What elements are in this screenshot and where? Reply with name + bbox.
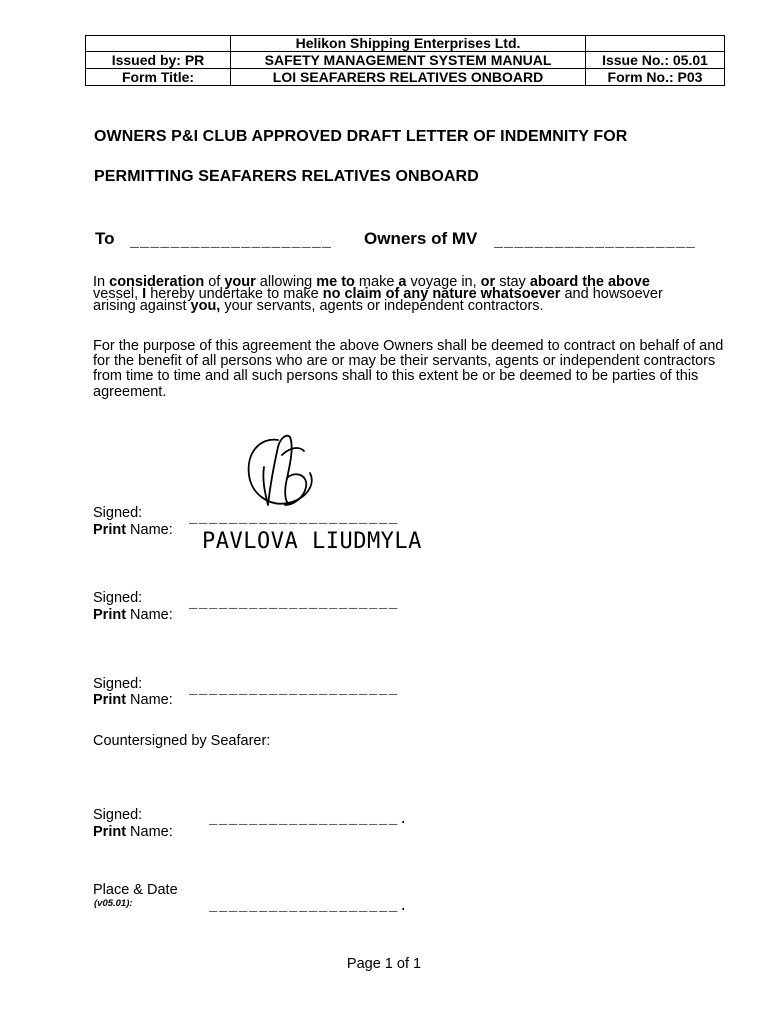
issue-number: Issue No.: 05.01 (586, 52, 725, 69)
to-blank: ____________________ (130, 234, 333, 251)
owners-blank: ____________________ (494, 234, 697, 251)
form-header-table (85, 35, 725, 86)
signed-label: Signed: (93, 676, 143, 692)
to-label: To (95, 229, 115, 248)
handwritten-signature (238, 425, 328, 515)
form-number: Form No.: P03 (586, 69, 725, 86)
form-title-label: Form Title: (86, 69, 231, 86)
signed-label: Signed: (93, 505, 143, 521)
print-name-label: Print Name: (93, 522, 173, 538)
header-empty-cell (586, 36, 725, 52)
issued-by: Issued by: PR (86, 52, 231, 69)
signed-label: Signed: (93, 807, 143, 823)
print-name-label: Print Name: (93, 607, 173, 623)
place-date-line: ___________________. (209, 899, 410, 915)
document-title-line-1: OWNERS P&I CLUB APPROVED DRAFT LETTER OF INDEMNITY FOR (94, 128, 628, 145)
page-number: Page 1 of 1 (346, 956, 422, 972)
manual-name: SAFETY MANAGEMENT SYSTEM MANUAL (231, 52, 586, 69)
form-title: LOI SEAFARERS RELATIVES ONBOARD (231, 69, 586, 86)
place-date-label: Place & Date (93, 882, 178, 898)
header-empty-cell (86, 36, 231, 52)
signature-line: _____________________ (189, 682, 400, 698)
signature-line: _____________________ (189, 511, 400, 527)
paragraph-line: In consideration of your allowing me to make a voyage in, or stay aboard the above (93, 274, 650, 290)
signature-line: ___________________. (209, 812, 410, 828)
company-name: Helikon Shipping Enterprises Ltd. (231, 36, 586, 52)
signed-label: Signed: (93, 590, 143, 606)
signature-line: _____________________ (189, 596, 400, 612)
paragraph-line: arising against you, your servants, agents or independent contractors. (93, 298, 544, 314)
version-label: (v05.01): (94, 898, 133, 909)
agreement-paragraph: For the purpose of this agreement the above Owners shall be deemed to contract on behalf of and for the benefit of all persons who are or may be their servants, agents or independent contractors from time to time and all such persons shall to this extent be or be deemed to be parties of this agreement. (93, 338, 724, 400)
document-title-line-2: PERMITTING SEAFARERS RELATIVES ONBOARD (94, 168, 479, 185)
print-name-label: Print Name: (93, 824, 173, 840)
paragraph-line: vessel, I hereby undertake to make no claim of any nature whatsoever and howsoever (93, 286, 663, 302)
owners-label: Owners of MV (364, 229, 478, 248)
countersigned-label: Countersigned by Seafarer: (93, 733, 271, 749)
indemnity-paragraph (93, 276, 743, 312)
print-name-label: Print Name: (93, 692, 173, 708)
printed-name: PAVLOVA LIUDMYLA (202, 529, 422, 554)
